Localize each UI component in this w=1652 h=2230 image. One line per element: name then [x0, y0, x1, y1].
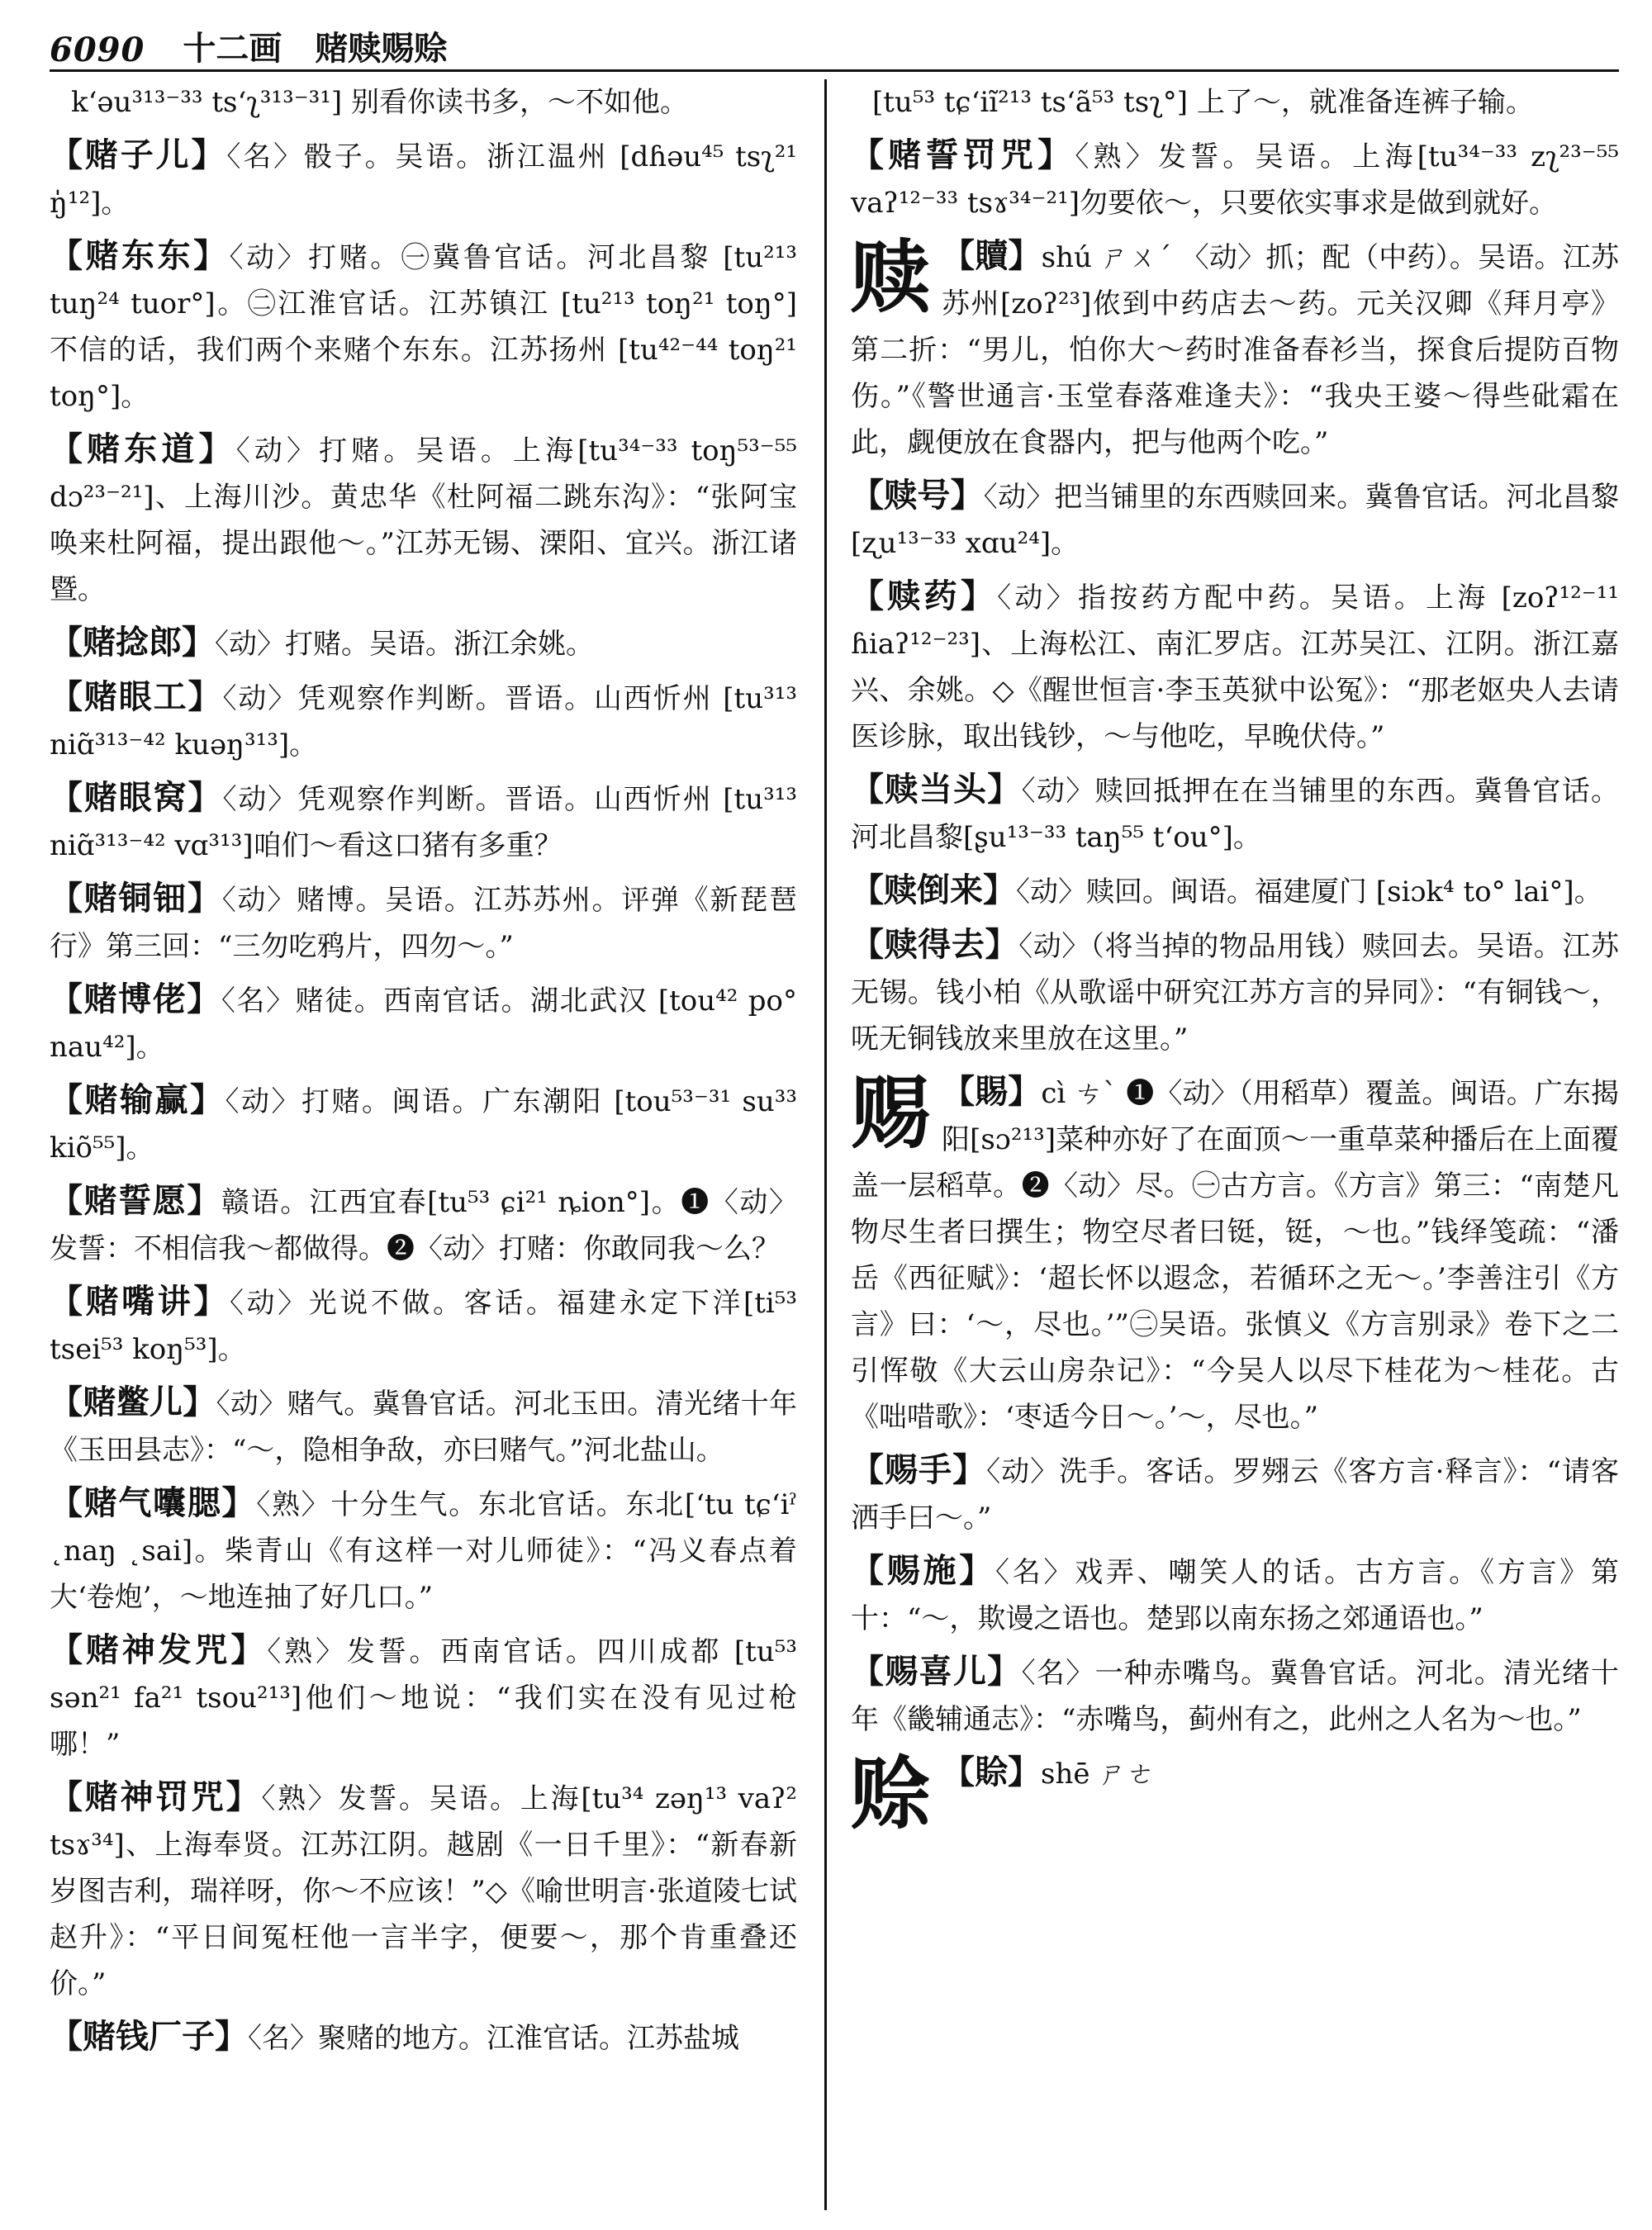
dictionary-entry: [50, 132, 797, 226]
dictionary-entry: [50, 976, 797, 1070]
entry-definition: 〈动〉赎回。闽语。福建厦门 [siɔk⁴ to° lai°]。: [1016, 875, 1602, 909]
entry-definition: shú ㄕㄨˊ 〈动〉抓；配（中药）。吴语。江苏苏州[zoʔ²³]侬到中药店去～药。元关汉卿《拜月亭》第二折：“男儿，怕你大～药时准备春衫当，探食后提防百物伤。”《警世通言·玉堂春落难逢夫》：“我央王婆～得些砒霜在此，觑便放在食器内，把与他两个吃。”: [851, 241, 1619, 459]
entry-headword: 【賜】: [942, 1072, 1042, 1111]
entry-headword: 【赎倒来】: [851, 871, 1016, 909]
entry-headword: 【赐手】: [851, 1450, 987, 1489]
header-rule: [50, 69, 1619, 72]
entry-definition: 〈动〉打赌。㊀冀鲁官话。河北昌黎 [tu²¹³ tuŋ²⁴ tuor°]。㊁江淮官话。江苏镇江 [tu²¹³ toŋ²¹ toŋ°] 不信的话，我们两个来赌个东东。江苏扬州 [tu⁴²⁻⁴⁴ toŋ²¹ toŋ°]。: [50, 241, 797, 413]
dictionary-entry: [851, 1066, 1620, 1440]
dictionary-entry: [50, 1178, 797, 1272]
entry-headword: 【赌博佬】: [50, 980, 221, 1018]
dictionary-entry: [50, 233, 797, 420]
dictionary-entry: [851, 1548, 1619, 1642]
dictionary-entry: [50, 426, 797, 613]
entry-definition: 〈名〉聚赌的地方。江淮官话。江苏盐城: [248, 2022, 739, 2055]
entry-definition: 〈动〉赎回抵押在在当铺里的东西。冀鲁官话。河北昌黎[ʂu¹³⁻³³ taŋ⁵⁵ tʻou°]。: [851, 775, 1620, 854]
entry-definition: 〈动〉赌气。冀鲁官话。河北玉田。清光绪十年《玉田县志》：“～，隐相争敌，亦曰赌气。”河北盐山。: [50, 1388, 798, 1467]
dictionary-entry: [50, 619, 797, 667]
page-number: 6090: [50, 31, 145, 69]
header-title: 十二画 赌赎赐赊: [183, 29, 448, 68]
column-divider: [824, 79, 827, 2210]
entry-headword: 【赌眼工】: [50, 677, 223, 716]
entry-headword: 【赌捻郎】: [50, 623, 215, 662]
dictionary-entry: [851, 132, 1619, 226]
entry-definition: 〈熟〉发誓。西南官话。四川成都 [tu⁵³ sən²¹ fa²¹ tsou²¹³]他们～地说：“我们实在没有见过枪哪！”: [50, 1635, 797, 1761]
entry-definition: 〈动〉赌博。吴语。江苏苏州。评弹《新琵琶行》第三回：“三勿吃鸦片，四勿～。”: [50, 884, 797, 963]
entry-headword: 【赌誓愿】: [50, 1181, 221, 1220]
entry-definition: 〈熟〉发誓。吴语。上海[tu³⁴⁻³³ zʅ²³⁻⁵⁵ vaʔ¹²⁻³³ tsɤ³⁴⁻²¹]勿要依～，只要依实事求是做到就好。: [851, 140, 1620, 220]
entry-headword: 【賒】: [942, 1753, 1041, 1791]
entry-definition: 〈动〉打赌。闽语。广东潮阳 [tou⁵³⁻³¹ su³³ kiõ⁵⁵]。: [50, 1085, 798, 1165]
entry-definition: 〈名〉一种赤嘴鸟。冀鲁官话。河北。清光绪十年《畿辅通志》：“赤嘴鸟，蓟州有之，此州之人名为～也。”: [851, 1657, 1620, 1736]
entry-definition: 赣语。江西宜春[tu⁵³ ɕi²¹ ȵion°]。❶〈动〉发誓：不相信我～都做得。❷〈动〉打赌：你敢同我～么？: [50, 1186, 798, 1265]
right-column: [851, 79, 1620, 1840]
entry-definition: 〈动〉打赌。吴语。上海[tu³⁴⁻³³ toŋ⁵³⁻⁵⁵ dɔ²³⁻²¹]、上海川沙。黄忠华《杜阿福二跳东沟》：“张阿宝唤来杜阿福，提出跟他～。”江苏无锡、溧阳、宜兴。浙江诸暨。: [50, 434, 797, 606]
entry-definition: k‘əu³¹³⁻³³ tsʻʅ³¹³⁻³¹] 别看你读书多，～不如他。: [71, 86, 688, 119]
entry-headword: 【赌神发咒】: [50, 1630, 268, 1669]
entry-definition: 〈动〉洗手。客话。罗翙云《客方言·释言》：“请客洒手曰～。”: [851, 1455, 1619, 1535]
dictionary-entry: [851, 766, 1619, 861]
entry-definition: shē ㄕㄜ: [1041, 1758, 1156, 1791]
dictionary-entry: [851, 922, 1619, 1062]
dictionary-entry: [851, 573, 1619, 760]
entry-headword: 【赌气囔腮】: [50, 1483, 257, 1522]
dictionary-entry: [50, 674, 797, 768]
dictionary-entry: [851, 230, 1619, 466]
entry-headword: 【赌东东】: [50, 236, 230, 275]
dictionary-entry: [851, 867, 1619, 915]
entry-definition: 〈动〉凭观察作判断。晋语。山西忻州 [tu³¹³ niɑ̃³¹³⁻⁴² vɑ³¹³]咱们～看这口猪有多重？: [50, 783, 797, 862]
entry-definition: 〈名〉骰子。吴语。浙江温州 [dɦəu⁴⁵ tsʅ²¹ ŋ̍¹²]。: [50, 140, 797, 220]
entry-definition: 〈动〉（将当掉的物品用钱）赎回去。吴语。江苏无锡。钱小柏《从歌谣中研究江苏方言的异同》：“有铜钱～，呒无铜钱放来里放在这里。”: [851, 930, 1619, 1056]
dictionary-entry: [50, 775, 797, 869]
entry-headword: 【赌东道】: [50, 429, 236, 468]
entry-definition: cì ㄘˋ ❶〈动〉（用稻草）覆盖。闽语。广东揭阳[sɔ²¹³]菜种亦好了在面顶～一重草菜种播后在上面覆盖一层稻草。❷〈动〉尽。㊀古方言。《方言》第三：“南楚凡物尽生者曰撰生；物空尽者曰铤，铤，～也。”钱绎笺疏：“潘岳《西征赋》：‘超长怀以遐念，若循环之无～。’李善注引《方言》曰：‘～，尽也。’”㊁吴语。张慎义《方言别录》卷下之二引恽敬《大云山房杂记》：“今吴人以尽下桂花为～桂花。古《咄唶歌》：‘枣适今日～。’～，尽也。”: [851, 1077, 1620, 1434]
entry-definition: 〈名〉赌徒。西南官话。湖北武汉 [tou⁴² po° nau⁴²]。: [50, 985, 798, 1064]
entry-headword: 【赎号】: [851, 476, 984, 515]
dictionary-entry: [851, 1747, 1619, 1840]
dictionary-entry: [851, 1649, 1619, 1743]
entry-definition: 〈动〉光说不做。客话。福建永定下洋[ti⁵³ tsei⁵³ koŋ⁵³]。: [50, 1287, 798, 1366]
entry-headword: 【赌神罚咒】: [50, 1777, 262, 1816]
entry-headword: 【赌誓罚咒】: [851, 135, 1075, 174]
head-character: 赊: [851, 1747, 930, 1840]
entry-definition: 〈名〉戏弄、嘲笑人的话。古方言。《方言》第十：“～，欺谩之语也。楚郢以南东扬之郊通语也。”: [851, 1556, 1619, 1635]
entry-headword: 【赌铜钿】: [50, 879, 222, 918]
dictionary-entry: [50, 1627, 797, 1767]
dictionary-entry: [50, 1077, 797, 1171]
entry-definition: 〈动〉凭观察作判断。晋语。山西忻州 [tu³¹³ niɑ̃³¹³⁻⁴² kuəŋ³¹³]。: [50, 682, 797, 762]
dictionary-entry: [50, 2014, 797, 2062]
entry-headword: 【赎药】: [851, 576, 998, 615]
entry-headword: 【赌输赢】: [50, 1080, 225, 1119]
left-column: [50, 79, 797, 2068]
entry-headword: 【赌钱厂子】: [50, 2017, 248, 2056]
entry-headword: 【赐喜儿】: [851, 1652, 1022, 1691]
dictionary-entry: [50, 875, 797, 970]
dictionary-entry: [50, 1480, 797, 1620]
dictionary-entry: [851, 1447, 1619, 1541]
entry-headword: 【赌鳖儿】: [50, 1383, 216, 1421]
dictionary-entry: [50, 79, 797, 126]
entry-headword: 【赌眼窝】: [50, 778, 223, 817]
dictionary-entry: [50, 1379, 797, 1473]
entry-headword: 【赎得去】: [851, 925, 1019, 964]
dictionary-entry: [851, 472, 1619, 567]
entry-definition: 〈熟〉十分生气。东北官话。东北[ʻtu tɕʻiˀ ˛naŋ ˛sai]。柴青山《有这样一对儿师徒》：“冯义春点着大‘卷炮’，～地连抽了好几口。”: [50, 1488, 797, 1614]
entry-headword: 【赎当头】: [851, 770, 1022, 809]
entry-headword: 【赌嘴讲】: [50, 1282, 230, 1321]
head-character: 赎: [851, 230, 930, 324]
dictionary-entry: [851, 79, 1619, 126]
dictionary-entry: [50, 1279, 797, 1373]
entry-headword: 【赐施】: [851, 1551, 995, 1590]
entry-definition: 〈动〉指按药方配中药。吴语。上海 [zoʔ¹²⁻¹¹ ɦiaʔ¹²⁻²³]、上海松江、南汇罗店。江苏吴江、江阴。浙江嘉兴、余姚。◇《醒世恒言·李玉英狱中讼冤》：“那老妪央人去请医诊脉，取出钱钞，～与他吃，早晚伏侍。”: [851, 581, 1620, 753]
entry-definition: 〈动〉打赌。吴语。浙江余姚。: [215, 628, 594, 661]
entry-definition: 〈动〉把当铺里的东西赎回来。冀鲁官话。河北昌黎 [ʐu¹³⁻³³ xɑu²⁴]。: [851, 481, 1620, 560]
entry-headword: 【赌子儿】: [50, 135, 227, 174]
entry-definition: [tu⁵³ tɕʻiĩ²¹³ tsʻã⁵³ tsʅ°] 上了～，就准备连裤子输。: [872, 86, 1534, 119]
entry-definition: 〈熟〉发誓。吴语。上海[tu³⁴ zəŋ¹³ vaʔ² tsɤ³⁴]、上海奉贤。江苏江阴。越剧《一日千里》：“新春新岁图吉利，瑞祥呀，你～不应该！”◇《喻世明言·张道陵七试赵升》：“平日间冤枉他一言半字，便要～，那个肯重叠还价。”: [50, 1782, 798, 2000]
dictionary-entry: [50, 1774, 797, 2007]
page-header: [50, 18, 1619, 69]
head-character: 赐: [851, 1066, 930, 1160]
entry-headword: 【贖】: [942, 236, 1042, 275]
